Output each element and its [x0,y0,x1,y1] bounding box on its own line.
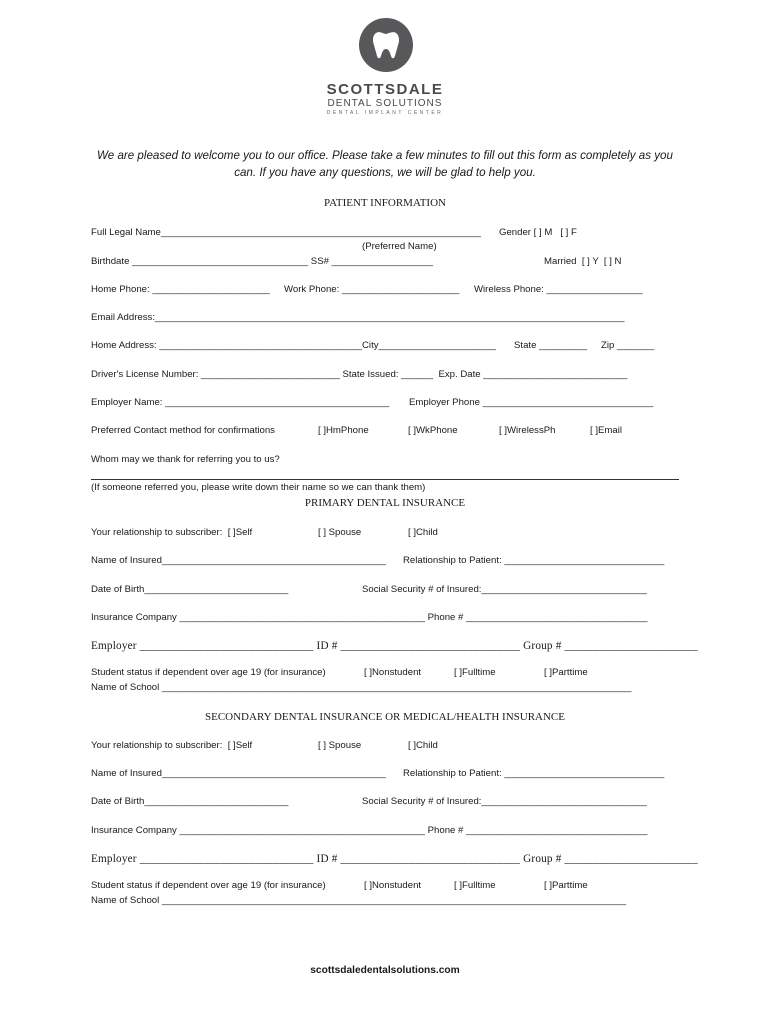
website-link[interactable]: scottsdaledentalsolutions.com [310,965,460,976]
preferred-name-label: (Preferred Name) [362,241,437,252]
primary-nonstudent-checkbox[interactable]: [ ]Nonstudent [364,667,422,678]
employer-name-field[interactable]: Employer Name: __________________________________________ [91,397,390,408]
contact-method-label: Preferred Contact method for confirmations [91,425,275,436]
secondary-student-status-label: Student status if dependent over age 19 (for insurance) [91,880,326,891]
contact-email-checkbox[interactable]: [ ]Email [590,425,622,436]
primary-relationship-spouse[interactable]: [ ] Spouse [318,527,362,538]
practice-logo [359,18,413,72]
contact-wkphone-checkbox[interactable]: [ ]WkPhone [408,425,458,436]
work-phone-field[interactable]: Work Phone: ______________________ [284,284,460,295]
home-phone-field[interactable]: Home Phone: ______________________ [91,284,270,295]
birthdate-ssn-field[interactable]: Birthdate _________________________________ SS# ___________________ [91,256,433,267]
primary-fulltime-checkbox[interactable]: [ ]Fulltime [454,667,496,678]
primary-insurance-title: PRIMARY DENTAL INSURANCE [304,497,466,509]
primary-dob-field[interactable]: Date of Birth___________________________ [91,584,289,595]
primary-school-name-field[interactable]: Name of School ________________________________________________________________________________________ [91,682,632,693]
referral-line[interactable] [91,479,679,480]
logo-name: SCOTTSDALE [326,81,444,98]
secondary-dob-field[interactable]: Date of Birth___________________________ [91,796,289,807]
primary-employer-id-group-field[interactable]: Employer ______________________________ ID # _______________________________ Group # _______________________ [91,640,698,652]
logo-subtitle: DENTAL SOLUTIONS [327,98,443,109]
married-options[interactable]: Married [ ] Y [ ] N [544,256,622,267]
email-address-field[interactable]: Email Address:________________________________________________________________________________________ [91,312,625,323]
contact-hmphone-checkbox[interactable]: [ ]HmPhone [318,425,369,436]
referral-note: (If someone referred you, please write down their name so we can thank them) [91,482,426,493]
logo-tagline: DENTAL IMPLANT CENTER [326,110,444,116]
gender-options[interactable]: Gender [ ] M [ ] F [499,227,577,238]
secondary-relationship-child[interactable]: [ ]Child [408,740,438,751]
secondary-relationship-self[interactable]: Your relationship to subscriber: [ ]Self [91,740,253,751]
primary-insurance-company-field[interactable]: Insurance Company ______________________________________________ Phone # __________________________________ [91,612,648,623]
welcome-message: We are pleased to welcome you to our office. Please take a few minutes to fill out this form as completely as you can. If you have any questions, we will be glad to help you. [97,149,673,179]
secondary-insurance-title: SECONDARY DENTAL INSURANCE OR MEDICAL/HEALTH INSURANCE [205,711,565,723]
secondary-nonstudent-checkbox[interactable]: [ ]Nonstudent [364,880,422,891]
secondary-employer-id-group-field[interactable]: Employer ______________________________ ID # _______________________________ Group # _______________________ [91,853,698,865]
primary-ssn-field[interactable]: Social Security # of Insured:_______________________________ [362,584,647,595]
secondary-fulltime-checkbox[interactable]: [ ]Fulltime [454,880,496,891]
secondary-parttime-checkbox[interactable]: [ ]Parttime [544,880,588,891]
secondary-insurance-company-field[interactable]: Insurance Company ______________________________________________ Phone # __________________________________ [91,825,648,836]
zip-field[interactable]: Zip _______ [601,340,655,351]
patient-section-title: PATIENT INFORMATION [324,197,446,209]
secondary-name-insured-field[interactable]: Name of Insured__________________________________________ [91,768,387,779]
secondary-school-name-field[interactable]: Name of School _______________________________________________________________________________________ [91,895,627,906]
home-address-field[interactable]: Home Address: ______________________________________City______________________ [91,340,496,351]
full-legal-name-field[interactable]: Full Legal Name____________________________________________________________ [91,227,481,238]
wireless-phone-field[interactable]: Wireless Phone: __________________ [474,284,643,295]
secondary-relationship-spouse[interactable]: [ ] Spouse [318,740,362,751]
contact-wirelessph-checkbox[interactable]: [ ]WirelessPh [499,425,556,436]
secondary-ssn-field[interactable]: Social Security # of Insured:_______________________________ [362,796,647,807]
primary-student-status-label: Student status if dependent over age 19 (for insurance) [91,667,326,678]
referral-question: Whom may we thank for referring you to us? [91,454,280,465]
primary-parttime-checkbox[interactable]: [ ]Parttime [544,667,588,678]
primary-relationship-child[interactable]: [ ]Child [408,527,438,538]
tooth-icon [359,18,413,72]
primary-relationship-to-patient-field[interactable]: Relationship to Patient: ______________________________ [403,555,665,566]
drivers-license-field[interactable]: Driver's License Number: __________________________ State Issued: ______ Exp. Date ___________________________ [91,369,628,380]
secondary-relationship-to-patient-field[interactable]: Relationship to Patient: ______________________________ [403,768,665,779]
employer-phone-field[interactable]: Employer Phone ________________________________ [409,397,654,408]
state-field[interactable]: State _________ [514,340,588,351]
primary-name-insured-field[interactable]: Name of Insured__________________________________________ [91,555,387,566]
primary-relationship-self[interactable]: Your relationship to subscriber: [ ]Self [91,527,253,538]
